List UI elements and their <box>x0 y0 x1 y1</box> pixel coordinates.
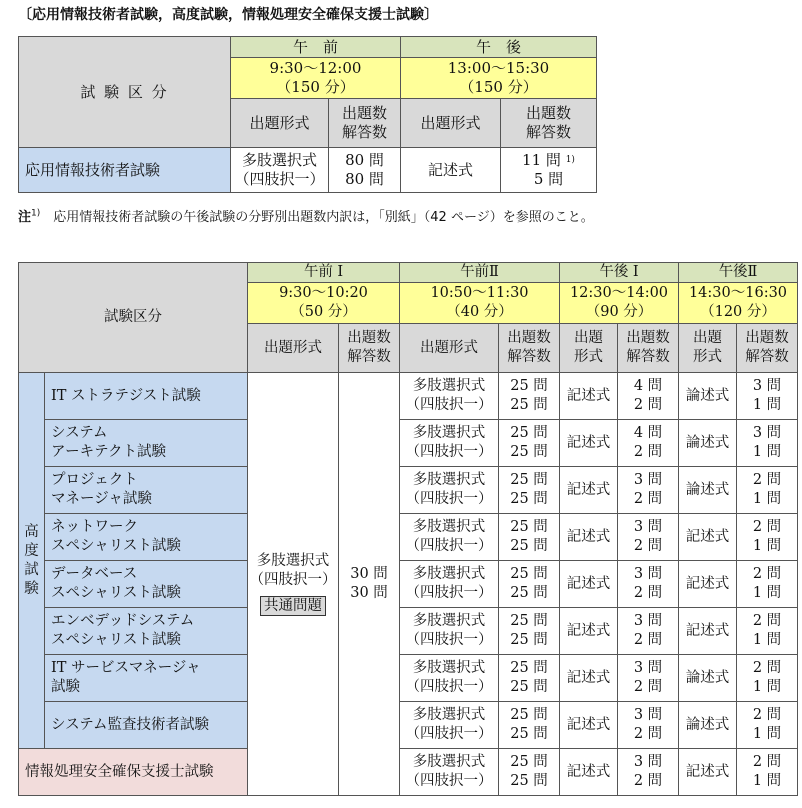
exam-name: システム監査技術者試験 <box>45 702 248 749</box>
pm1-count: 3 問 2 問 <box>618 608 679 655</box>
kubun-header: 試 験 区 分 <box>19 37 231 148</box>
pm1-label: 午後 I <box>560 263 679 283</box>
pm2-format: 論述式 <box>679 702 737 749</box>
table-row <box>19 373 798 420</box>
am1-format: 多肢選択式 （四肢択一） 共通問題 <box>248 373 339 796</box>
am2-count-header: 出題数 解答数 <box>499 324 560 373</box>
am2-label: 午前Ⅱ <box>400 263 560 283</box>
pm-count-header: 出題数 解答数 <box>501 99 597 148</box>
pm1-count: 3 問 2 問 <box>618 702 679 749</box>
table-row <box>19 561 798 608</box>
section-title: 〔応用情報技術者試験，高度試験，情報処理安全確保支援士試験〕 <box>18 7 438 23</box>
pm2-format: 論述式 <box>679 467 737 514</box>
pm-count: 11 問 $^{1)}$ 5 問 <box>501 148 597 193</box>
exam-name: IT ストラテジスト試験 <box>45 373 248 420</box>
am-count-header: 出題数 解答数 <box>329 99 401 148</box>
am1-time: 9:30～10:20 （50 分） <box>248 283 400 324</box>
exam-name: 応用情報技術者試験 <box>19 148 231 193</box>
am2-count: 25 問 25 問 <box>499 655 560 702</box>
am1-format-header: 出題形式 <box>248 324 339 373</box>
am2-count: 25 問 25 問 <box>499 514 560 561</box>
am1-count-header: 出題数 解答数 <box>339 324 400 373</box>
pm1-count: 4 問 2 問 <box>618 420 679 467</box>
am-format: 多肢選択式 （四肢択一） <box>231 148 329 193</box>
exam-name: 情報処理安全確保支援士試験 <box>19 749 248 796</box>
pm1-count-header: 出題数 解答数 <box>618 324 679 373</box>
am1-count: 30 問 30 問 <box>339 373 400 796</box>
pm2-time: 14:30～16:30 （120 分） <box>679 283 798 324</box>
pm2-count: 3 問 1 問 <box>737 373 798 420</box>
am-count: 80 問 80 問 <box>329 148 401 193</box>
am2-count: 25 問 25 問 <box>499 373 560 420</box>
common-questions-badge: 共通問題 <box>260 596 326 616</box>
am-format-header: 出題形式 <box>231 99 329 148</box>
am2-count: 25 問 25 問 <box>499 702 560 749</box>
pm2-format: 記述式 <box>679 514 737 561</box>
am2-time: 10:50～11:30 （40 分） <box>400 283 560 324</box>
pm-format-header: 出題形式 <box>401 99 501 148</box>
pm2-format: 論述式 <box>679 373 737 420</box>
pm1-count: 4 問 2 問 <box>618 373 679 420</box>
am2-format: 多肢選択式 （四肢択一） <box>400 561 499 608</box>
pm2-count: 2 問 1 問 <box>737 655 798 702</box>
pm1-format: 記述式 <box>560 608 618 655</box>
am2-format: 多肢選択式 （四肢択一） <box>400 373 499 420</box>
pm1-format: 記述式 <box>560 514 618 561</box>
am2-count: 25 問 25 問 <box>499 561 560 608</box>
am1-label: 午前 I <box>248 263 400 283</box>
applied-exam-table <box>18 36 597 193</box>
pm2-format: 論述式 <box>679 655 737 702</box>
pm1-format: 記述式 <box>560 561 618 608</box>
am2-count: 25 問 25 問 <box>499 467 560 514</box>
pm1-format-header: 出題 形式 <box>560 324 618 373</box>
exam-name: エンベデッドシステム スペシャリスト試験 <box>45 608 248 655</box>
pm2-count: 2 問 1 問 <box>737 702 798 749</box>
pm2-count: 2 問 1 問 <box>737 561 798 608</box>
footnote: 注$^{1)}$ 応用情報技術者試験の午後試験の分野別出題数内訳は，「別紙」（42 ページ）を参照のこと。 <box>18 208 594 225</box>
pm1-format: 記述式 <box>560 420 618 467</box>
pm-format: 記述式 <box>401 148 501 193</box>
am2-format-header: 出題形式 <box>400 324 499 373</box>
exam-name: データベース スペシャリスト試験 <box>45 561 248 608</box>
pm2-format: 論述式 <box>679 420 737 467</box>
am2-format: 多肢選択式 （四肢択一） <box>400 702 499 749</box>
pm1-format: 記述式 <box>560 749 618 796</box>
table-row <box>19 749 798 796</box>
pm2-label: 午後Ⅱ <box>679 263 798 283</box>
pm2-format: 記述式 <box>679 561 737 608</box>
pm-session-label: 午 後 <box>401 37 597 58</box>
am-session-time: 9:30～12:00 （150 分） <box>231 58 401 99</box>
pm1-format: 記述式 <box>560 655 618 702</box>
am2-format: 多肢選択式 （四肢択一） <box>400 514 499 561</box>
am2-format: 多肢選択式 （四肢択一） <box>400 749 499 796</box>
advanced-exam-table <box>18 262 798 796</box>
am2-count: 25 問 25 問 <box>499 749 560 796</box>
pm2-format: 記述式 <box>679 608 737 655</box>
pm2-count-header: 出題数 解答数 <box>737 324 798 373</box>
pm1-count: 3 問 2 問 <box>618 749 679 796</box>
pm1-time: 12:30～14:00 （90 分） <box>560 283 679 324</box>
am2-count: 25 問 25 問 <box>499 608 560 655</box>
pm-session-time: 13:00～15:30 （150 分） <box>401 58 597 99</box>
pm2-format: 記述式 <box>679 749 737 796</box>
group-label: 高 度 試 験 <box>19 373 45 749</box>
pm2-count: 2 問 1 問 <box>737 514 798 561</box>
am-session-label: 午 前 <box>231 37 401 58</box>
table-row <box>19 702 798 749</box>
pm1-count: 3 問 2 問 <box>618 561 679 608</box>
table-row <box>19 655 798 702</box>
pm1-format: 記述式 <box>560 467 618 514</box>
table-row <box>19 467 798 514</box>
pm2-count: 2 問 1 問 <box>737 467 798 514</box>
am2-format: 多肢選択式 （四肢択一） <box>400 608 499 655</box>
pm1-count: 3 問 2 問 <box>618 467 679 514</box>
table-row <box>19 608 798 655</box>
table-row <box>19 420 798 467</box>
kubun-header: 試験区分 <box>19 263 248 373</box>
pm1-format: 記述式 <box>560 373 618 420</box>
am2-format: 多肢選択式 （四肢択一） <box>400 655 499 702</box>
pm1-format: 記述式 <box>560 702 618 749</box>
exam-name: IT サービスマネージャ 試験 <box>45 655 248 702</box>
am2-format: 多肢選択式 （四肢択一） <box>400 420 499 467</box>
pm2-count: 2 問 1 問 <box>737 608 798 655</box>
exam-name: プロジェクト マネージャ試験 <box>45 467 248 514</box>
table-row <box>19 514 798 561</box>
exam-name: システム アーキテクト試験 <box>45 420 248 467</box>
pm2-format-header: 出題 形式 <box>679 324 737 373</box>
am2-count: 25 問 25 問 <box>499 420 560 467</box>
pm2-count: 2 問 1 問 <box>737 749 798 796</box>
am2-format: 多肢選択式 （四肢択一） <box>400 467 499 514</box>
pm1-count: 3 問 2 問 <box>618 655 679 702</box>
pm1-count: 3 問 2 問 <box>618 514 679 561</box>
pm2-count: 3 問 1 問 <box>737 420 798 467</box>
exam-name: ネットワーク スペシャリスト試験 <box>45 514 248 561</box>
